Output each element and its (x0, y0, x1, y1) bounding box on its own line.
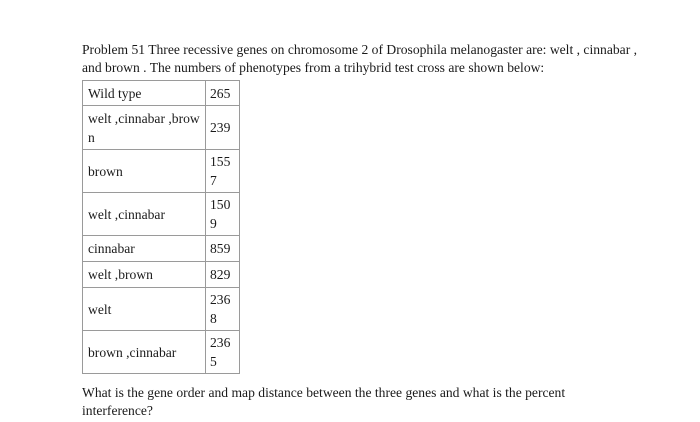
count-cell: 265 (206, 81, 240, 106)
table-row (83, 331, 240, 374)
problem-intro: Problem 51 Three recessive genes on chromosome 2 of Drosophila melanogaster are: welt , cinnabar , and brown . The numbers of phenotypes from a trihybrid test cross are shown below: (82, 42, 638, 75)
table-row (83, 262, 240, 288)
count-cell: 2368 (206, 288, 240, 331)
table-row (83, 288, 240, 331)
phenotype-cell: brown ,cinnabar (83, 331, 206, 374)
phenotype-table (82, 80, 240, 374)
table-row (83, 150, 240, 193)
table-row (83, 81, 240, 106)
phenotype-cell: welt ,brown (83, 262, 206, 288)
phenotype-cell: welt ,cinnabar ,brown (83, 106, 206, 150)
count-cell: 829 (206, 262, 240, 288)
count-cell: 1509 (206, 193, 240, 236)
phenotype-cell: Wild type (83, 81, 206, 106)
count-cell: 239 (206, 106, 240, 150)
phenotype-cell: brown (83, 150, 206, 193)
phenotype-cell: welt (83, 288, 206, 331)
phenotype-cell: cinnabar (83, 236, 206, 262)
phenotype-cell: welt ,cinnabar (83, 193, 206, 236)
table-row (83, 106, 240, 150)
count-cell: 2365 (206, 331, 240, 374)
question-text: What is the gene order and map distance between the three genes and what is the percent interference? (82, 385, 566, 418)
count-cell: 1557 (206, 150, 240, 193)
table-row (83, 193, 240, 236)
count-cell: 859 (206, 236, 240, 262)
table-row (83, 236, 240, 262)
